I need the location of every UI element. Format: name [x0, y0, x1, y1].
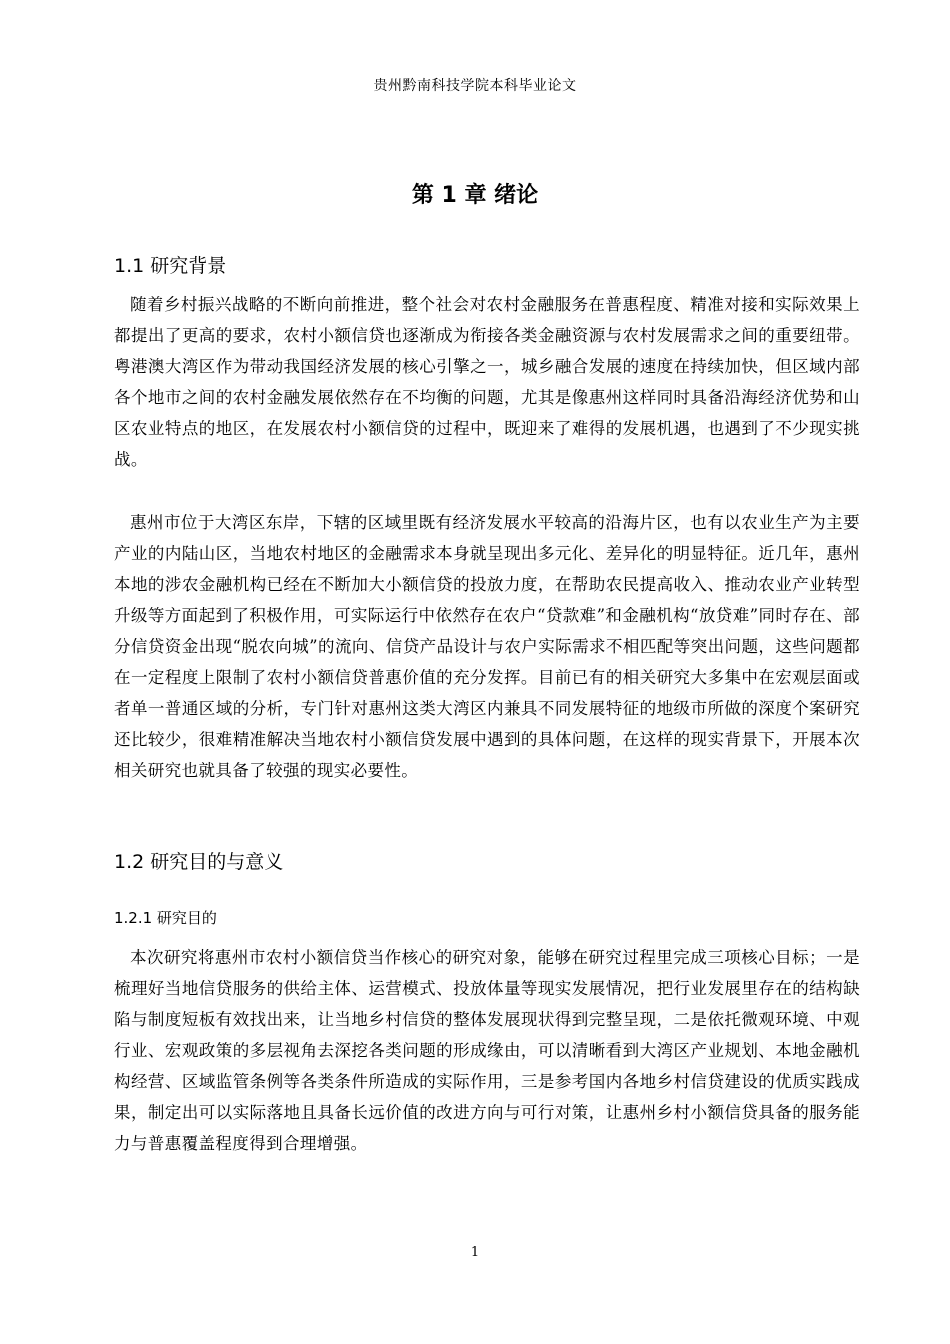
subsection-heading-objectives: 1.2.1 研究目的: [114, 909, 217, 927]
page-number: 1: [470, 1245, 480, 1260]
section-heading-background: 1.1 研究背景: [114, 255, 227, 277]
chapter-title: 第 1 章 绪论: [411, 183, 539, 208]
section-heading-purpose: 1.2 研究目的与意义: [114, 851, 284, 873]
paragraph-background-2: 惠州市位于大湾区东岸，下辖的区域里既有经济发展水平较高的沿海片区，也有以农业生产为主要产业的内陆山区，当地农村地区的金融需求本身就呈现出多元化、差异化的明显特征。近几年，惠州本地的涉农金融机构已经在不断加大小额信贷的投放力度，在帮助农民提高收入、推动农业产业转型升级等方面起到了积极作用，可实际运行中依然存在农户“贷款难”和金融机构“放贷难”同时存在、部分信贷资金出现“脱农向城”的流向、信贷产品设计与农户实际需求不相匹配等突出问题，这些问题都在一定程度上限制了农村小额信贷普惠价值的充分发挥。目前已有的相关研究大多集中在宏观层面或者单一普通区域的分析，专门针对惠州这类大湾区内兼具不同发展特征的地级市所做的深度个案研究还比较少，很难精准解决当地农村小额信贷发展中遇到的具体问题，在这样的现实背景下，开展本次相关研究也就具备了较强的现实必要性。: [114, 513, 860, 780]
paragraph-background-1: 随着乡村振兴战略的不断向前推进，整个社会对农村金融服务在普惠程度、精准对接和实际效果上都提出了更高的要求，农村小额信贷也逐渐成为衔接各类金融资源与农村发展需求之间的重要纽带。粤港澳大湾区作为带动我国经济发展的核心引擎之一，城乡融合发展的速度在持续加快，但区域内部各个地市之间的农村金融发展依然存在不均衡的问题，尤其是像惠州这样同时具备沿海经济优势和山区农业特点的地区，在发展农村小额信贷的过程中，既迎来了难得的发展机遇，也遇到了不少现实挑战。: [114, 295, 860, 469]
paragraph-objectives-1: 本次研究将惠州市农村小额信贷当作核心的研究对象，能够在研究过程里完成三项核心目标；一是梳理好当地信贷服务的供给主体、运营模式、投放体量等现实发展情况，把行业发展里存在的结构缺陷与制度短板有效找出来，让当地乡村信贷的整体发展现状得到完整呈现，二是依托微观环境、中观行业、宏观政策的多层视角去深挖各类问题的形成缘由，可以清晰看到大湾区产业规划、本地金融机构经营、区域监管条例等各类条件所造成的实际作用，三是参考国内各地乡村信贷建设的优质实践成果，制定出可以实际落地且具备长远价值的改进方向与可行对策，让惠州乡村小额信贷具备的服务能力与普惠覆盖程度得到合理增强。: [114, 948, 860, 1153]
running-header: 贵州黔南科技学院本科毕业论文: [373, 78, 577, 94]
